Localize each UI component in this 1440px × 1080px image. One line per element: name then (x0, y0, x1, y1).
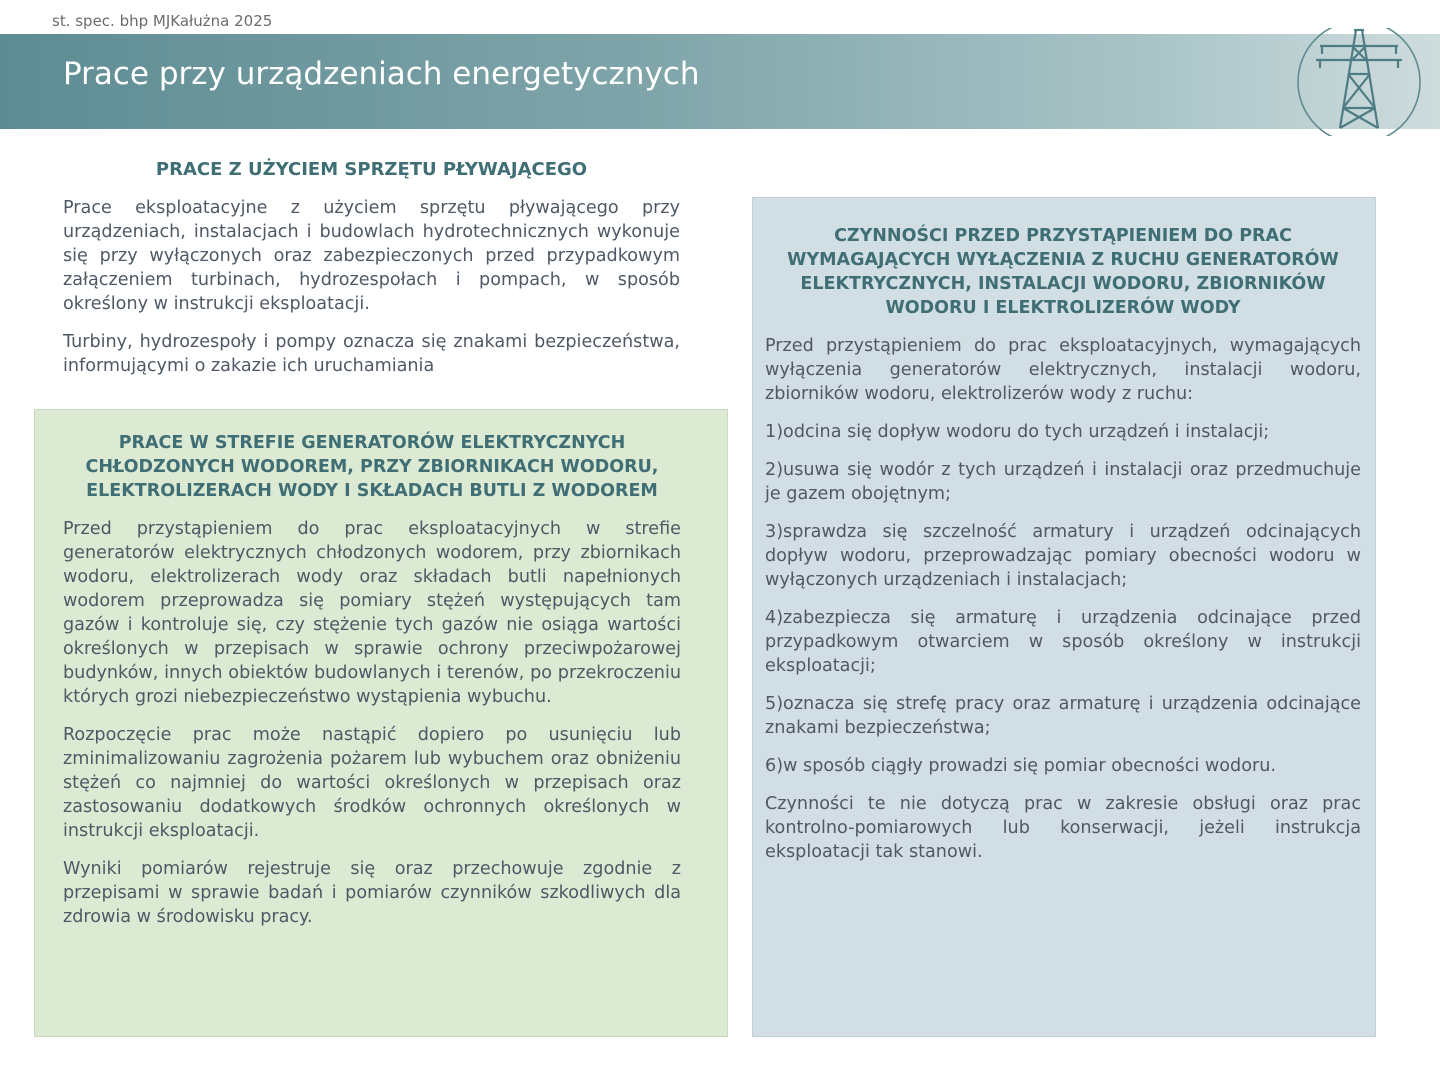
paragraph: Przed przystąpieniem do prac eksploatacyjnych, wymagających wyłączenia generatorów elektrycznych, instalacji wodoru, zbiorników wodoru, elektrolizerów wody z ruchu: (765, 336, 1361, 404)
list-item: 3)sprawdza się szczelność armatury i urządzeń odcinających dopływ wodoru, przeprowadzając pomiary obecności wodoru w wyłączonych urządzeniach i instalacjach; (765, 522, 1361, 590)
author-credit: st. spec. bhp MJKałużna 2025 (52, 12, 273, 30)
list-item: 4)zabezpiecza się armaturę i urządzenia odcinające przed przypadkowym otwarciem w sposób określony w instrukcji eksploatacji; (765, 608, 1361, 676)
list-item: 1)odcina się dopływ wodoru do tych urządzeń i instalacji; (765, 422, 1270, 442)
page-title: Prace przy urządzeniach energetycznych (63, 56, 700, 92)
paragraph: Przed przystąpieniem do prac eksploatacyjnych w strefie generatorów elektrycznych chłodzonych wodorem, przy zbiornikach wodoru, elektrolizerach wody oraz składach butli napełnionych wodorem przeprowadza się pomiary stężeń występujących tam gazów i kontroluje się, czy stężenie tych gazów nie osiąga wartości określonych w przepisach w sprawie ochrony przeciwpożarowej budynków, innych obiektów budowlanych i terenów, po przekroczeniu których grozi niebezpieczeństwo wystąpienia wybuchu. (63, 519, 681, 707)
list-item: 5)oznacza się strefę pracy oraz armaturę i urządzenia odcinające znakami bezpieczeństwa; (765, 694, 1361, 738)
paragraph: Czynności te nie dotyczą prac w zakresie obsługi oraz prac kontrolno-pomiarowych lub konserwacji, jeżeli instrukcja eksploatacji tak stanowi. (765, 794, 1361, 862)
paragraph: Wyniki pomiarów rejestruje się oraz przechowuje zgodnie z przepisami w sprawie badań i pomiarów czynników szkodliwych dla zdrowia w środowisku pracy. (63, 859, 681, 927)
paragraph: Rozpoczęcie prac może nastąpić dopiero po usunięciu lub zminimalizowaniu zagrożenia pożarem lub wybuchem oraz obniżeniu stężeń co najmniej do wartości określonych w przepisach oraz zastosowaniu dodatkowych środków ochronnych określonych w instrukcji eksploatacji. (63, 725, 681, 841)
floating-equipment-section (63, 158, 680, 392)
shutdown-procedure-heading: CZYNNOŚCI PRZED PRZYSTĄPIENIEM DO PRAC WYMAGAJĄCYCH WYŁĄCZENIA Z RUCHU GENERATORÓW ELEKTRYCZNYCH, INSTALACJI WODORU, ZBIORNIKÓW WODORU I ELEKTROLIZERÓW WODY (787, 226, 1339, 318)
list-item: 6)w sposób ciągły prowadzi się pomiar obecności wodoru. (765, 756, 1276, 776)
hydrogen-zone-heading: PRACE W STREFIE GENERATORÓW ELEKTRYCZNYCH CHŁODZONYCH WODOREM, PRZY ZBIORNIKACH WODORU, ELEKTROLIZERACH WODY I SKŁADACH BUTLI Z WODOREM (85, 433, 659, 501)
list-item: 2)usuwa się wodór z tych urządzeń i instalacji oraz przedmuchuje je gazem obojętnym; (765, 460, 1361, 504)
paragraph: Prace eksploatacyjne z użyciem sprzętu pływającego przy urządzeniach, instalacjach i budowlach hydrotechnicznych wykonuje się przy wyłączonych oraz zabezpieczonych przed przypadkowym załączeniem turbinach, hydrozespołach i pompach, w sposób określony w instrukcji eksploatacji. (63, 198, 680, 314)
hydrogen-zone-panel (34, 409, 728, 1037)
floating-equipment-heading: PRACE Z UŻYCIEM SPRZĘTU PŁYWAJĄCEGO (155, 159, 588, 180)
paragraph: Turbiny, hydrozespoły i pompy oznacza się znakami bezpieczeństwa, informującymi o zakazie ich uruchamiania (63, 332, 680, 376)
title-banner (0, 34, 1440, 129)
shutdown-procedure-panel (752, 197, 1376, 1037)
power-pylon-icon (1296, 28, 1422, 136)
